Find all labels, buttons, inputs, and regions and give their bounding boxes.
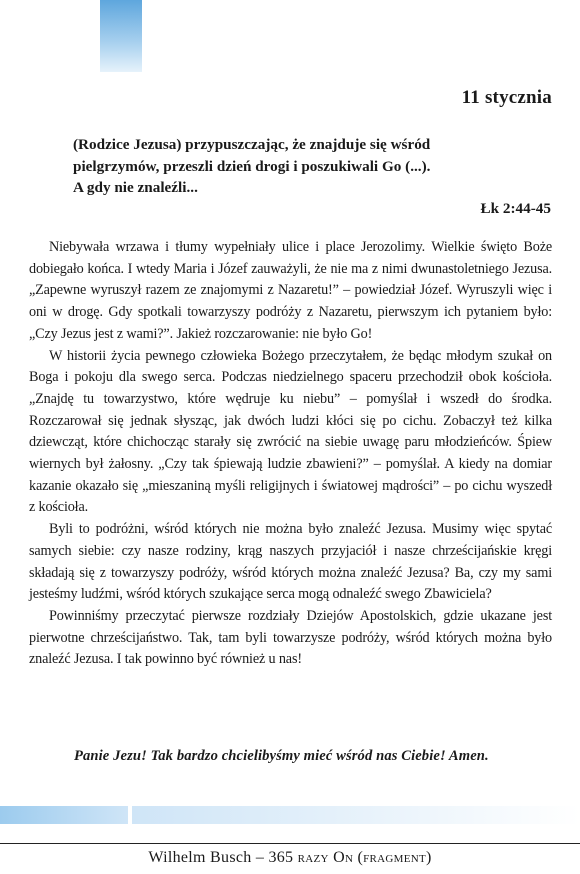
footer-author: Wilhelm Busch – 365 [148,849,298,866]
band-segment [0,806,128,824]
band-segment [132,806,580,824]
quote-line: (Rodzice Jezusa) przypuszczając, że znajduje się wśród [73,136,431,153]
footer-divider [0,843,580,844]
body-paragraph: Byli to podróżni, wśród których nie można było znaleźć Jezusa. Musimy więc spytać samych siebie: czy nasze rodziny, krąg naszych przyjaciół i nasze chrześcijańskie kręgi składają się z towarzyszy podróży, wśród których można znaleźć Jezusa? Ba, czy my sami jesteśmy ludźmi, wśród których szukające serca mogą odnaleźć swego Zbawiciela? [29,521,552,603]
devotional-body [29,237,552,671]
footer-book-title: razy On (fragment) [297,849,432,866]
body-paragraph: W historii życia pewnego człowieka Bożego przeczytałem, że będąc młodym szukał on Boga i pokoju dla swego serca. Podczas niedzielnego spaceru przechodził obok kościoła. „Znajdę tu towarzystwo, które wędruje ku niebu” – pomyślał i wszedł do środka. Rozczarował się jednak słysząc, jak dwóch ludzi kłóci się po cichu. Zobaczył też kilka dziewcząt, które chichocząc starały się zwrócić na siebie uwagę paru młodzieńców. Śpiew wiernych był żałosny. „Czy tak śpiewają ludzie zbawieni?” – pomyślał. A kiedy na domiar kazanie okazało się „mieszaniną myśli religijnych i światowej mądrości” – po cichu wyszedł z kościoła. [29,347,552,516]
body-paragraph: Powinniśmy przeczytać pierwsze rozdziały Dziejów Apostolskich, gdzie ukazane jest pierwotne chrześcijaństwo. Tak, tam byli towarzysze podróży, wśród których można było znaleźć Jezusa. I tak powinno być również u nas! [29,607,552,668]
quote-line: pielgrzymów, przeszli dzień drogi i poszukiwali Go (...). [73,157,431,175]
page-date: 11 stycznia [461,87,552,108]
decorative-bottom-band [0,806,580,824]
scripture-reference: Łk 2:44-45 [480,200,551,217]
quote-line: A gdy nie znaleźli... [73,179,198,196]
scripture-quote [73,134,523,199]
book-footer [0,849,580,867]
closing-prayer: Panie Jezu! Tak bardzo chcielibyśmy mieć wśród nas Ciebie! Amen. [74,748,489,764]
body-paragraph: Niebywała wrzawa i tłumy wypełniały ulice i place Jerozolimy. Wielkie święto Boże dobiegało końca. I wtedy Maria i Józef zauważyli, że nie ma z nimi dwunastoletniego Jezusa. „Zapewne wyruszył razem ze znajomymi z Nazaretu!” – powiedział Józef. Wyruszyli więc i oni w drogę. Gdy spotkali towarzyszy podróży z Nazaretu, pierwszym ich pytaniem było: „Czy Jezus jest z wami?”. Jakież rozczarowanie: nie było Go! [29,239,552,342]
decorative-bookmark-ribbon [100,0,142,72]
